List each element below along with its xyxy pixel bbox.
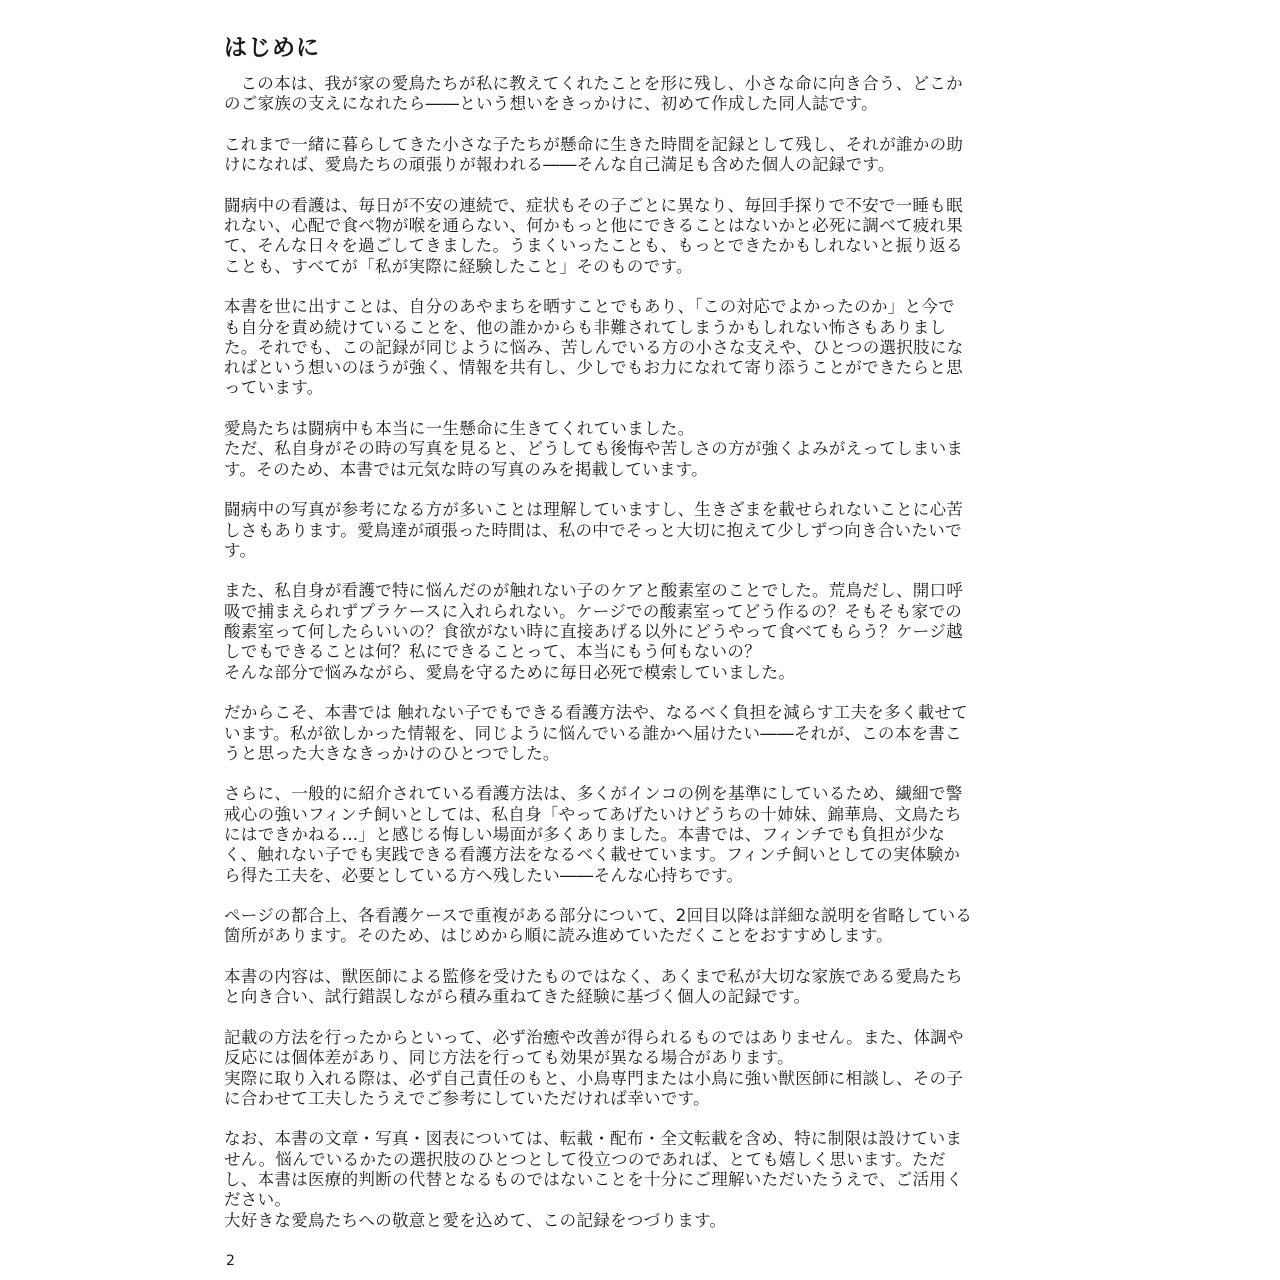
page-number: 2 <box>226 1253 235 1269</box>
paragraph-intro: この本は、我が家の愛鳥たちが私に教えてくれたことを形に残し、小さな命に向き合う、どこか のご家族の支えになれたら――という想いをきっかけに、初めて作成した同人誌です。 <box>224 74 963 114</box>
paragraph: 本書を世に出すことは、自分のあやまちを晒すことでもあり、「この対応でよかったのか」と今で も自分を責め続けていることを、他の誰かからも非難されてしまうかもしれない怖さもありまし た。それでも、この記録が同じように悩み、苦しんでいる方の小さな支えや、ひとつの選択肢にな ればという想いのほうが強く、情報を共有し、少しでもお力になれて寄り添うことができたらと思 っています。 <box>224 297 964 398</box>
document-page <box>224 32 1052 1251</box>
paragraph: さらに、一般的に紹介されている看護方法は、多くがインコの例を基準にしているため、繊細で警 戒心の強いフィンチ飼いとしては、私自身「やってあげたいけどうちの十姉妹、錦華鳥、文鳥たち にはできかねる…」と感じる悔しい場面が多くありました。本書では、フィンチでも負担が少な く、触れない子でも実践できる看護方法をなるべく載せています。フィンチ飼いとしての実体験か ら得た工夫を、必要としている方へ残したい――そんな心持ちです。 <box>224 784 963 885</box>
paragraph: これまで一緒に暮らしてきた小さな子たちが懸命に生きた時間を記録として残し、それが誰かの助 けになれば、愛鳥たちの頑張りが報われる――そんな自己満足も含めた個人の記録です。 <box>224 134 964 175</box>
paragraph: 記載の方法を行ったからといって、必ず治癒や改善が得られるものではありません。また、体調や 反応には個体差があり、同じ方法を行っても効果が異なる場合があります。 実際に取り入れる際は、必ず自己責任のもと、小鳥専門または小鳥に強い獣医師に相談し、その子 に合わせて工夫したうえでご参考にしていただければ幸いです。 <box>224 1027 964 1108</box>
paragraph: ページの都合上、各看護ケースで重複がある部分について、2回目以降は詳細な説明を省略している 箇所があります。そのため、はじめから順に読み進めていただくことをおすすめします。 <box>224 906 973 946</box>
paragraph: 闘病中の写真が参考になる方が多いことは理解していますし、生きざまを載せられないことに心苦 しさもあります。愛鳥達が頑張った時間は、私の中でそっと大切に抱えて少しずつ向き合いたいで す。 <box>224 500 964 560</box>
paragraph: 愛鳥たちは闘病中も本当に一生懸命に生きてくれていました。 ただ、私自身がその時の写真を見ると、どうしても後悔や苦しさの方が強くよみがえってしまいま す。そのため、本書では元気な時の写真のみを掲載しています。 <box>224 419 964 479</box>
page-title: はじめに <box>224 35 320 61</box>
paragraph: なお、本書の文章・写真・図表については、転載・配布・全文転載を含め、特に制限は設けていま せん。悩んでいるかたの選択肢のひとつとして役立つのであれば、とても嬉しく思います。ただ し、本書は医療的判断の代替となるものではないことを十分にご理解いただいたうえで、ご活用く ださい。 大好きな愛鳥たちへの敬意と愛を込めて、この記録をつづります。 <box>224 1129 963 1230</box>
paragraph: だからこそ、本書では 触れない子でもできる看護方法や、なるべく負担を減らす工夫を多く載せて います。私が欲しかった情報を、同じように悩んでいる誰かへ届けたい――それが、この本を書こ うと思った大きなきっかけのひとつでした。 <box>224 703 969 763</box>
paragraph: 本書の内容は、獣医師による監修を受けたものではなく、あくまで私が大切な家族である愛鳥たち と向き合い、試行錯誤しながら積み重ねてきた経験に基づく個人の記録です。 <box>224 967 963 1007</box>
paragraph: 闘病中の看護は、毎日が不安の連続で、症状もその子ごとに異なり、毎回手探りで不安で一睡も眠 れない、心配で食べ物が喉を通らない、何かもっと他にできることはないかと必死に調べて疲れ果 て、そんな日々を過ごしてきました。うまくいったことも、もっとできたかもしれないと振り返る ことも、すべてが「私が実際に経験したこと」そのものです。 <box>224 195 964 276</box>
paragraph: また、私自身が看護で特に悩んだのが触れない子のケアと酸素室のことでした。荒鳥だし、開口呼 吸で捕まえられずプラケースに入れられない。ケージでの酸素室ってどう作るの？そもそも家での 酸素室って何したらいいの？食欲がない時に直接あげる以外にどうやって食べてもらう？ケージ越 しでもできることは何？私にできることって、本当にもう何もないの？ そんな部分で悩みながら、愛鳥を守るために毎日必死で模索していました。 <box>224 581 964 682</box>
